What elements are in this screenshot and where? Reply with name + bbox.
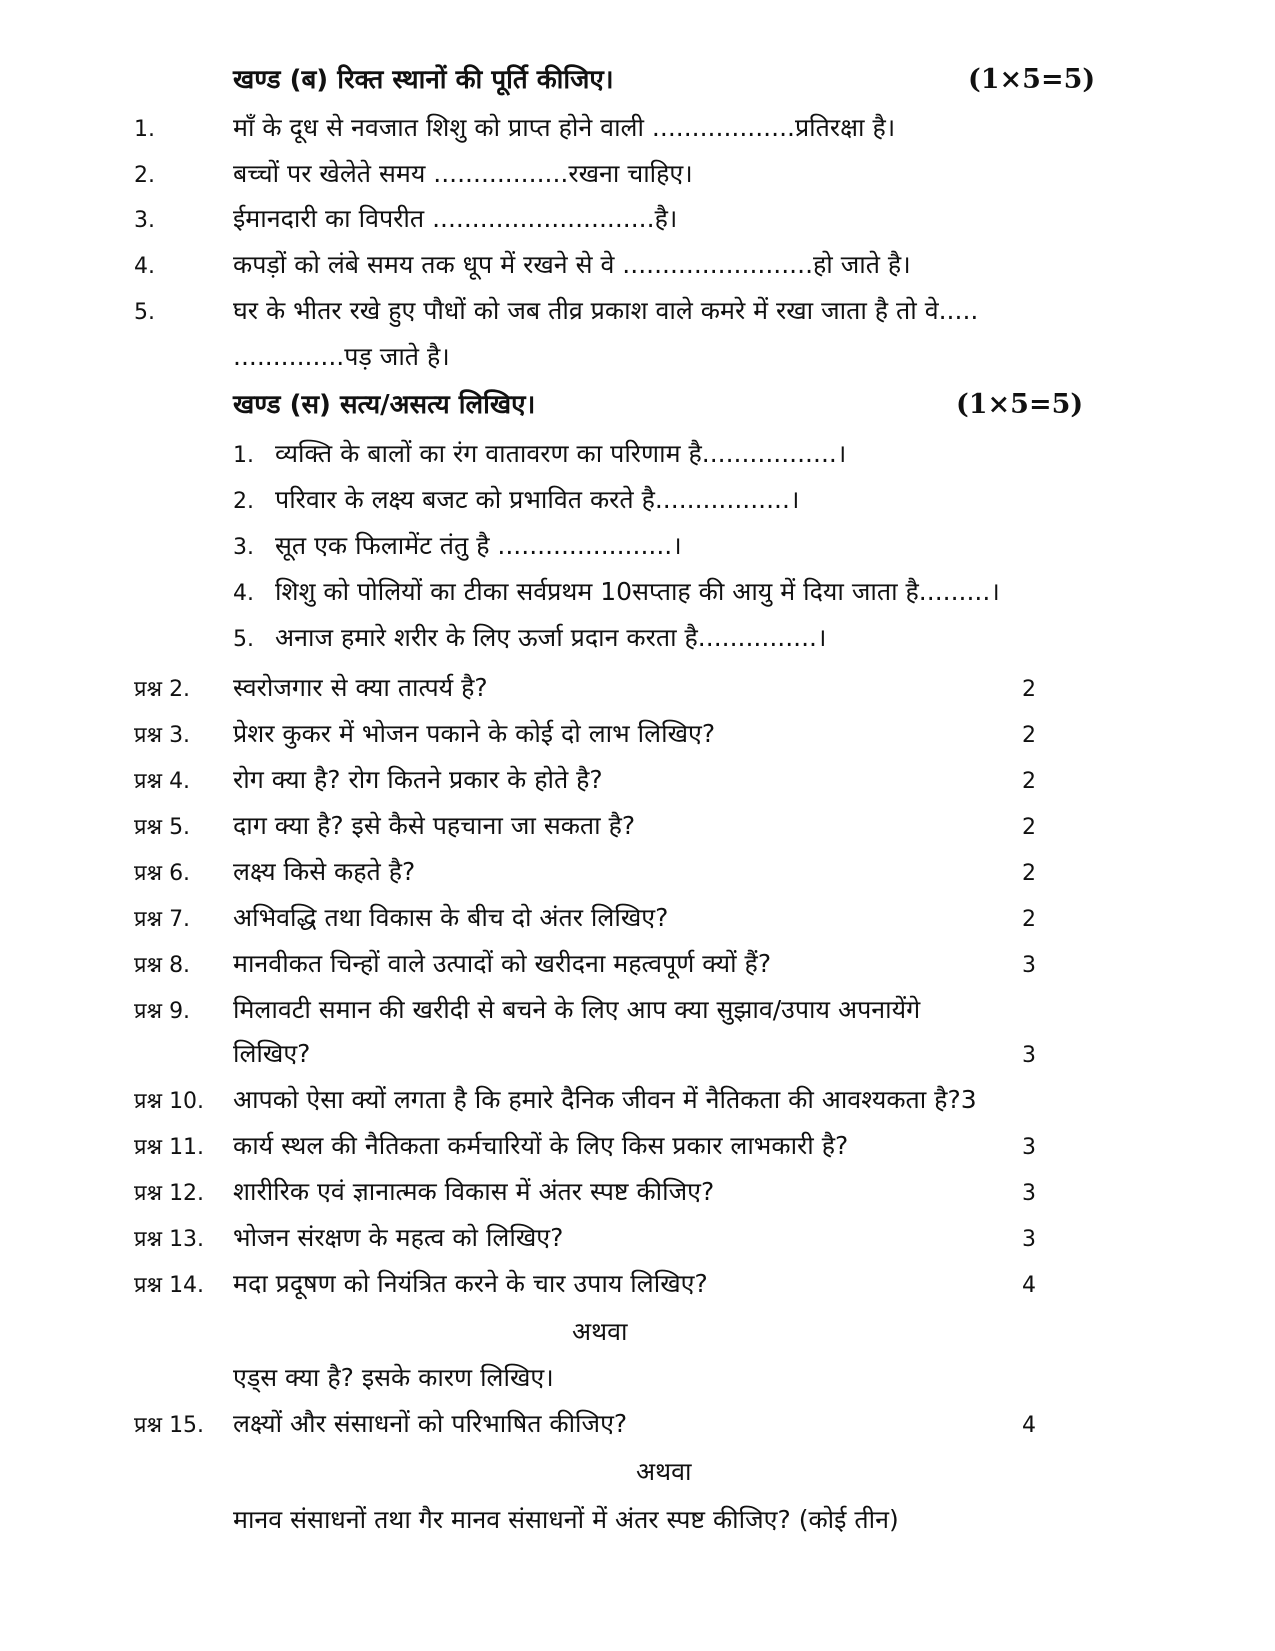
section-c-item-text: व्यक्ति के बालों का रंग वातावरण का परिणाम है.................।	[275, 439, 847, 468]
question-label: प्रश्न 8.	[134, 953, 191, 978]
section-c-item-text: अनाज हमारे शरीर के लिए ऊर्जा प्रदान करता है...............।	[275, 623, 827, 652]
question-marks: 3	[1022, 1043, 1036, 1068]
question-label: प्रश्न 7.	[134, 907, 191, 932]
question-marks: 3	[1022, 1135, 1036, 1160]
section-c-item-number: 5.	[233, 627, 254, 652]
or-separator: अथवा	[572, 1317, 628, 1346]
section-c-item-text: शिशु को पोलियों का टीका सर्वप्रथम 10सप्ताह की आयु में दिया जाता है.........।	[275, 577, 1000, 606]
question-marks: 4	[1022, 1413, 1036, 1438]
question-label: प्रश्न 13.	[134, 1227, 205, 1252]
section-b-item-text-continued: ..............पड़ जाते है।	[233, 342, 450, 371]
question-text: प्रेशर कुकर में भोजन पकाने के कोई दो लाभ लिखिए?	[233, 719, 716, 748]
question-marks: 3	[1022, 1227, 1036, 1252]
question-text: शारीरिक एवं ज्ञानात्मक विकास में अंतर स्पष्ट कीजिए?	[233, 1177, 715, 1206]
alternative-question-text: एड्स क्या है? इसके कारण लिखिए।	[233, 1363, 554, 1392]
question-text: भोजन संरक्षण के महत्व को लिखिए?	[233, 1223, 564, 1252]
question-marks: 2	[1022, 815, 1036, 840]
section-c-heading: खण्ड (स) सत्य/असत्य लिखिए।	[233, 390, 536, 420]
question-text: कार्य स्थल की नैतिकता कर्मचारियों के लिए किस प्रकार लाभकारी है?	[233, 1131, 849, 1160]
section-c-item-number: 1.	[233, 443, 254, 468]
section-c-item-number: 4.	[233, 581, 254, 606]
question-label: प्रश्न 11.	[134, 1135, 205, 1160]
question-marks: 2	[1022, 769, 1036, 794]
question-text: स्वरोजगार से क्या तात्पर्य है?	[233, 673, 488, 702]
section-b-item-text: बच्चों पर खेलेते समय .................रखना चाहिए।	[233, 159, 693, 188]
section-b-heading: खण्ड (ब) रिक्त स्थानों की पूर्ति कीजिए।	[233, 65, 614, 95]
section-b-item-number: 2.	[134, 163, 155, 188]
question-label: प्रश्न 14.	[134, 1273, 205, 1298]
alternative-question-text: मानव संसाधनों तथा गैर मानव संसाधनों में अंतर स्पष्ट कीजिए? (कोई तीन)	[233, 1505, 899, 1534]
question-text-continued: लिखिए?	[233, 1039, 311, 1068]
question-text: दाग क्या है? इसे कैसे पहचाना जा सकता है?	[233, 811, 636, 840]
question-marks: 3	[1022, 953, 1036, 978]
question-label: प्रश्न 9.	[134, 999, 191, 1024]
section-c-item-text: सूत एक फिलामेंट तंतु है ......................।	[275, 531, 682, 560]
section-c-marks: (1×5=5)	[956, 389, 1084, 420]
section-b-item-text: ईमानदारी का विपरीत ............................है।	[233, 204, 678, 233]
or-separator: अथवा	[636, 1457, 692, 1486]
section-b-item-number: 1.	[134, 117, 155, 142]
question-label: प्रश्न 15.	[134, 1413, 205, 1438]
question-label: प्रश्न 4.	[134, 769, 191, 794]
question-marks: 2	[1022, 677, 1036, 702]
section-c-item-text: परिवार के लक्ष्य बजट को प्रभावित करते है.................।	[275, 485, 800, 514]
question-marks: 4	[1022, 1273, 1036, 1298]
section-b-item-text: घर के भीतर रखे हुए पौधों को जब तीव्र प्रकाश वाले कमरे में रखा जाता है तो वे.....	[233, 296, 979, 325]
question-marks: 2	[1022, 907, 1036, 932]
question-label: प्रश्न 12.	[134, 1181, 205, 1206]
question-label: प्रश्न 3.	[134, 723, 191, 748]
question-text: अभिवद्धि तथा विकास के बीच दो अंतर लिखिए?	[233, 903, 669, 932]
question-text: मिलावटी समान की खरीदी से बचने के लिए आप क्या सुझाव/उपाय अपनायेंगे	[233, 995, 921, 1024]
question-text: लक्ष्य किसे कहते है?	[233, 857, 416, 886]
section-b-item-text: कपड़ों को लंबे समय तक धूप में रखने से वे ........................हो जाते है।	[233, 250, 911, 279]
section-b-marks: (1×5=5)	[968, 64, 1096, 95]
section-b-item-text: माँ के दूध से नवजात शिशु को प्राप्त होने वाली ..................प्रतिरक्षा है।	[233, 113, 896, 142]
question-marks: 2	[1022, 861, 1036, 886]
question-label: प्रश्न 6.	[134, 861, 191, 886]
section-c-item-number: 2.	[233, 489, 254, 514]
section-b-item-number: 4.	[134, 254, 155, 279]
question-label: प्रश्न 5.	[134, 815, 191, 840]
question-marks: 3	[1022, 1181, 1036, 1206]
question-text: रोग क्या है? रोग कितने प्रकार के होते है?	[233, 765, 603, 794]
question-text: मदा प्रदूषण को नियंत्रित करने के चार उपाय लिखिए?	[233, 1269, 708, 1298]
question-text: मानवीकत चिन्हों वाले उत्पादों को खरीदना महत्वपूर्ण क्यों हैं?	[233, 949, 772, 978]
question-marks: 2	[1022, 723, 1036, 748]
question-text: लक्ष्यों और संसाधनों को परिभाषित कीजिए?	[233, 1409, 628, 1438]
section-b-item-number: 3.	[134, 208, 155, 233]
question-label: प्रश्न 10.	[134, 1089, 205, 1114]
question-text: आपको ऐसा क्यों लगता है कि हमारे दैनिक जीवन में नैतिकता की आवश्यकता है?3	[233, 1085, 977, 1114]
section-c-item-number: 3.	[233, 535, 254, 560]
section-b-item-number: 5.	[134, 300, 155, 325]
question-label: प्रश्न 2.	[134, 677, 191, 702]
